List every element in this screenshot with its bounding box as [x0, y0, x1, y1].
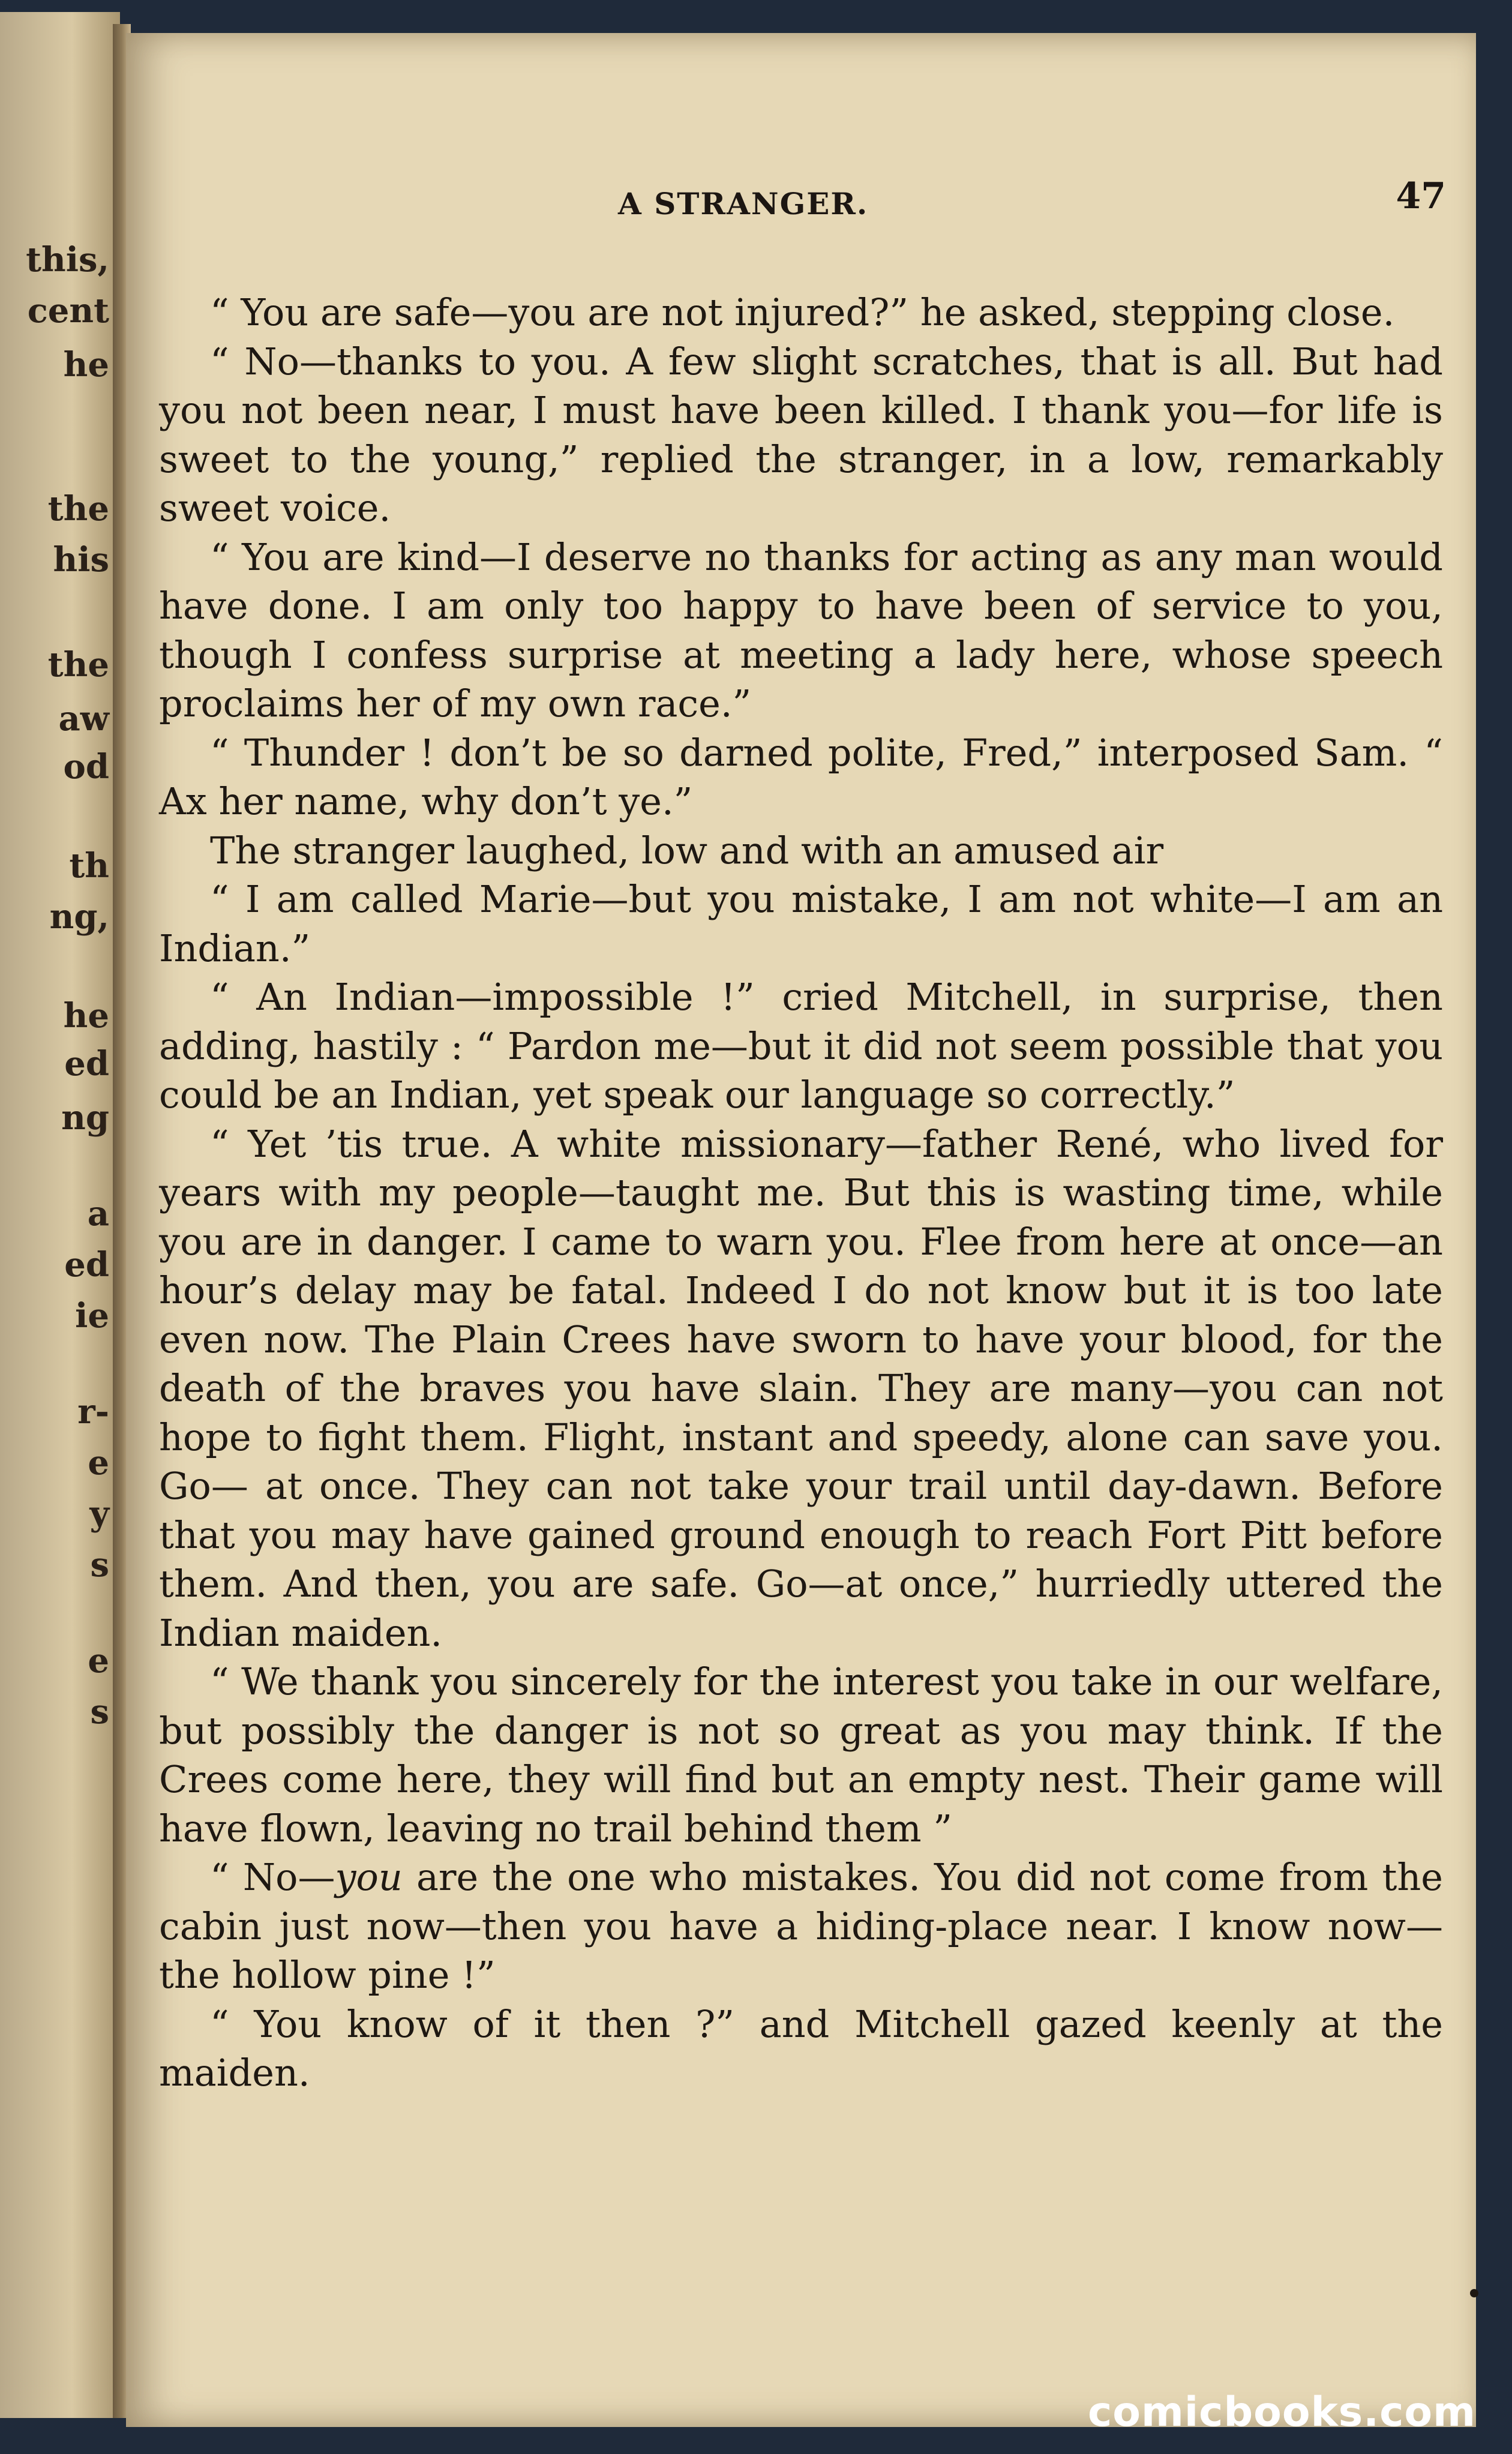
text-run: are the one who mistakes. You did not come from the cabin just now—then you have a hiding-place near. I know now—the hollow pine !” [159, 1855, 1443, 1997]
left-page-fragment: y [89, 1494, 109, 1534]
left-page-fragment: s [90, 1545, 109, 1585]
paragraph: The stranger laughed, low and with an amused air [210, 828, 1164, 872]
paragraph: “ I am called Marie—but you mistake, I am not white—I am an Indian.” [159, 877, 1443, 970]
left-page-fragment: ed [64, 1044, 109, 1084]
left-page-fragment: the [47, 645, 109, 685]
paragraph-with-italic [159, 1853, 1443, 2000]
left-page-fragment: od [63, 747, 109, 787]
left-page-fragment: he [63, 345, 109, 385]
book-page [126, 33, 1476, 2427]
page-number: 47 [1396, 175, 1446, 217]
left-page-fragment: e [88, 1641, 109, 1681]
left-page-fragment: his [53, 540, 109, 580]
watermark: comicbooks.com [1087, 2389, 1476, 2436]
left-page-fragment: aw [58, 699, 109, 739]
paragraph: “ An Indian—impossible !” cried Mitchell, in surprise, then adding, hastily : “ Pardon me—but it did not seem possible that you could be an Indian, yet speak our language so correctly.” [159, 975, 1443, 1117]
left-page-fragment: he [63, 996, 109, 1036]
left-page-fragment: ng, [49, 897, 109, 937]
paragraph: “ You are kind—I deserve no thanks for acting as any man would have done. I am only too happy to have been of service to you, though I confess surprise at meeting a lady here, whose speech proclaims her of my own race.” [159, 535, 1443, 725]
paragraph: “ We thank you sincerely for the interest you take in our welfare, but possibly the danger is not so great as you may think. If the Crees come here, they will find but an empty nest. Their game will have flown, leaving no trail behind them ” [159, 1660, 1443, 1850]
italic-word: you [335, 1855, 403, 1899]
ink-dot [1470, 2289, 1478, 2297]
left-page-edge [0, 12, 120, 2418]
chapter-title: A STRANGER. [618, 186, 869, 221]
paragraph: “ You are safe—you are not injured?” he asked, stepping close. [210, 290, 1395, 334]
text-run: “ No— [210, 1855, 335, 1899]
paragraph: “ You know of it then ?” and Mitchell gazed keenly at the maiden. [159, 2002, 1443, 2095]
body-text [159, 288, 1443, 2098]
left-page-fragment: e [88, 1443, 109, 1483]
paragraph: “ Thunder ! don’t be so darned polite, Fred,” interposed Sam. “ Ax her name, why don’t ye.” [159, 730, 1443, 823]
paragraph: “ Yet ’tis true. A white missionary—father René, who lived for years with my people—taught me. But this is wasting time, while you are in danger. I came to warn you. Flee from here at once—an hour’s delay may be fatal. Indeed I do not know but it is too late even now. The Plain Crees have sworn to have your blood, for the death of the braves you have slain. They are many—you can not hope to fight them. Flight, instant and speedy, alone can save you. Go— at once. They can not take your trail until day-dawn. Before that you may have gained ground enough to reach Fort Pitt before them. And then, you are safe. Go—at once,” hurriedly uttered the Indian maiden. [159, 1121, 1443, 1655]
left-page-fragment: a [87, 1194, 109, 1234]
left-page-fragment: cent [27, 291, 109, 331]
left-page-fragment: the [47, 489, 109, 529]
left-page-fragment: ie [75, 1296, 109, 1336]
paragraph: “ No—thanks to you. A few slight scratches, that is all. But had you not been near, I must have been killed. I thank you—for life is sweet to the young,” replied the stranger, in a low, remarkably sweet voice. [159, 339, 1443, 530]
left-page-fragment: th [69, 846, 109, 886]
left-page-fragment: this, [26, 240, 109, 280]
left-page-fragment: r- [77, 1392, 109, 1432]
left-page-fragment: s [90, 1692, 109, 1732]
left-page-fragment: ng [61, 1098, 109, 1138]
left-page-fragment: ed [64, 1245, 109, 1285]
running-head [126, 162, 1476, 221]
